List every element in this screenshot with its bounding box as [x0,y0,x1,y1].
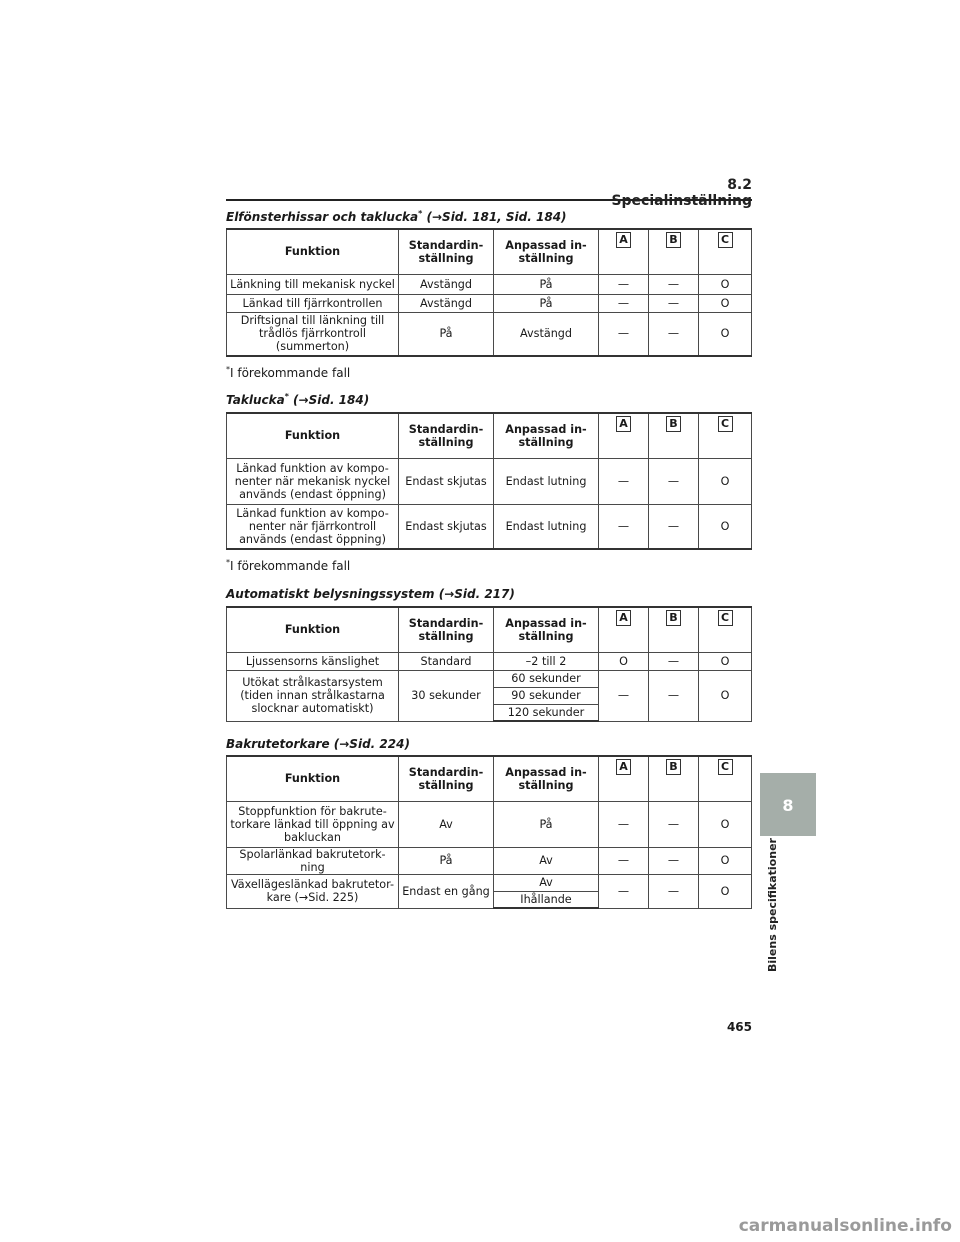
column-header-c [699,413,752,458]
table-cell: På [399,312,494,356]
page-number: 465 [726,1020,752,1034]
table-cell-standard: 30 sekunder [399,670,494,721]
section-title-star: * [418,209,423,218]
section-title-text: Automatiskt belysningssystem [226,587,435,601]
table-cell: — [599,274,649,294]
table-cell: — [649,847,699,874]
table-cell: Endast skjutas [399,458,494,504]
column-header-a [599,607,649,652]
table-cell-a: — [599,874,649,908]
table-cell: Endast lutning [494,458,599,504]
table-cell: På [494,274,599,294]
table-cell: O [699,458,752,504]
column-letter-c: C [718,232,733,248]
column-letter-a: A [616,232,631,248]
table-row [227,458,752,504]
column-header-b [649,607,699,652]
table-cell: Endast skjutas [399,504,494,549]
footnote-text: I förekommande fall [230,366,351,380]
table-row [227,874,752,891]
column-header-standard: Standardin- ställning [399,413,494,458]
section-title-ref: (→Sid. 181, Sid. 184) [422,210,567,224]
table-cell: Länkning till mekanisk nyckel [227,274,399,294]
column-header-standard: Standardin- ställning [399,229,494,274]
section-title-ref: (→Sid. 184) [288,393,370,407]
table-cell: O [699,274,752,294]
table-cell: O [699,652,752,670]
table-cell: Av [399,801,494,847]
column-header-anpassad: Anpassad in- ställning [494,607,599,652]
section-title-sunroof [226,392,369,407]
table-cell: På [399,847,494,874]
column-letter-a: A [616,759,631,775]
header-rule [226,199,752,201]
table-cell: Spolarlänkad bakrutetork- ning [227,847,399,874]
table-cell: O [699,312,752,356]
table-cell: O [699,847,752,874]
column-header-a [599,413,649,458]
table-cell-standard: Endast en gång [399,874,494,908]
column-header-b [649,229,699,274]
table-cell: På [494,294,599,312]
table-cell: Länkad funktion av kompo- nenter när mekanisk nyckel används (endast öppning) [227,458,399,504]
column-header-b [649,413,699,458]
table-cell: Ljussensorns känslighet [227,652,399,670]
column-header-b [649,756,699,801]
table-power-windows [226,228,752,357]
column-header-anpassad: Anpassad in- ställning [494,413,599,458]
table-cell: Driftsignal till länkning till trådlös fjärrkontroll (summerton) [227,312,399,356]
table-cell: Avstängd [494,312,599,356]
section-title-ref: (→Sid. 224) [329,737,410,751]
table-cell-funktion: Växellägeslänkad bakrutetor- kare (→Sid. 225) [227,874,399,908]
column-header-c [699,229,752,274]
table-cell: Avstängd [399,294,494,312]
table-cell: — [599,312,649,356]
table-cell: — [649,504,699,549]
column-header-standard: Standardin- ställning [399,756,494,801]
footnote-star: * [226,365,230,374]
table-cell: — [649,652,699,670]
column-letter-b: B [666,232,681,248]
section-title-text: Elfönsterhissar och taklucka [226,210,419,224]
table-cell: På [494,801,599,847]
table-sunroof [226,412,752,550]
table-cell: O [699,294,752,312]
section-title-text: Bakrutetorkare [226,737,330,751]
table-cell: — [599,458,649,504]
footnote-star: * [226,558,230,567]
column-header-a [599,229,649,274]
table-cell: Av [494,847,599,874]
section-title-rear-wiper [226,737,410,751]
table-cell: Länkad till fjärrkontrollen [227,294,399,312]
column-header-funktion: Funktion [227,756,399,801]
table-cell-c: O [699,670,752,721]
column-letter-c: C [718,610,733,626]
chapter-label: Bilens specifikationer [766,838,779,972]
table-cell-b: — [649,874,699,908]
footnote-power-windows [226,365,350,380]
table-cell-option: 90 sekunder [494,687,599,704]
table-cell-option: Av [494,874,599,891]
section-title-star: * [284,392,289,401]
table-cell-c: O [699,874,752,908]
footnote-sunroof [226,558,350,573]
column-header-anpassad: Anpassad in- ställning [494,229,599,274]
table-cell-a: — [599,670,649,721]
table-row [227,801,752,847]
column-header-funktion: Funktion [227,607,399,652]
table-cell: — [649,274,699,294]
column-header-a [599,756,649,801]
column-header-c [699,756,752,801]
table-cell: O [699,801,752,847]
table-cell: O [599,652,649,670]
footnote-text: I förekommande fall [230,559,351,573]
table-lighting [226,606,752,722]
column-letter-c: C [718,416,733,432]
column-letter-b: B [666,610,681,626]
table-rear-wiper [226,755,752,909]
column-header-standard: Standardin- ställning [399,607,494,652]
table-cell: Endast lutning [494,504,599,549]
column-letter-c: C [718,759,733,775]
table-row [227,504,752,549]
section-title-power-windows [226,209,567,224]
table-row [227,670,752,687]
table-cell: O [699,504,752,549]
table-cell-funktion: Utökat strålkastarsystem (tiden innan strålkastarna slocknar automatiskt) [227,670,399,721]
table-cell: Standard [399,652,494,670]
column-letter-b: B [666,759,681,775]
table-cell: — [599,504,649,549]
column-header-c [699,607,752,652]
table-cell: — [649,458,699,504]
table-row [227,274,752,294]
column-letter-a: A [616,416,631,432]
table-cell: Avstängd [399,274,494,294]
section-title-lighting [226,587,515,601]
table-cell: Stoppfunktion för bakrute- torkare länkad till öppning av bakluckan [227,801,399,847]
table-cell: — [599,801,649,847]
table-cell: Länkad funktion av kompo- nenter när fjärrkontroll används (endast öppning) [227,504,399,549]
column-header-funktion: Funktion [227,413,399,458]
table-cell: — [649,801,699,847]
table-cell-option: Ihållande [494,891,599,908]
table-row [227,847,752,874]
table-cell: –2 till 2 [494,652,599,670]
table-row [227,312,752,356]
table-cell-option: 60 sekunder [494,670,599,687]
table-cell: — [649,294,699,312]
table-cell-option: 120 sekunder [494,704,599,721]
column-header-funktion: Funktion [227,229,399,274]
table-row [227,294,752,312]
column-header-anpassad: Anpassad in- ställning [494,756,599,801]
watermark: carmanualsonline.info [738,1216,952,1236]
column-letter-b: B [666,416,681,432]
table-cell: — [599,847,649,874]
table-cell: — [649,312,699,356]
section-title-ref: (→Sid. 217) [434,587,515,601]
column-letter-a: A [616,610,631,626]
table-cell: — [599,294,649,312]
chapter-number: 8 [782,796,794,815]
page-header-title: 8.2 Specialinställning [611,177,752,209]
table-cell-b: — [649,670,699,721]
section-title-text: Taklucka [226,393,285,407]
table-row [227,652,752,670]
